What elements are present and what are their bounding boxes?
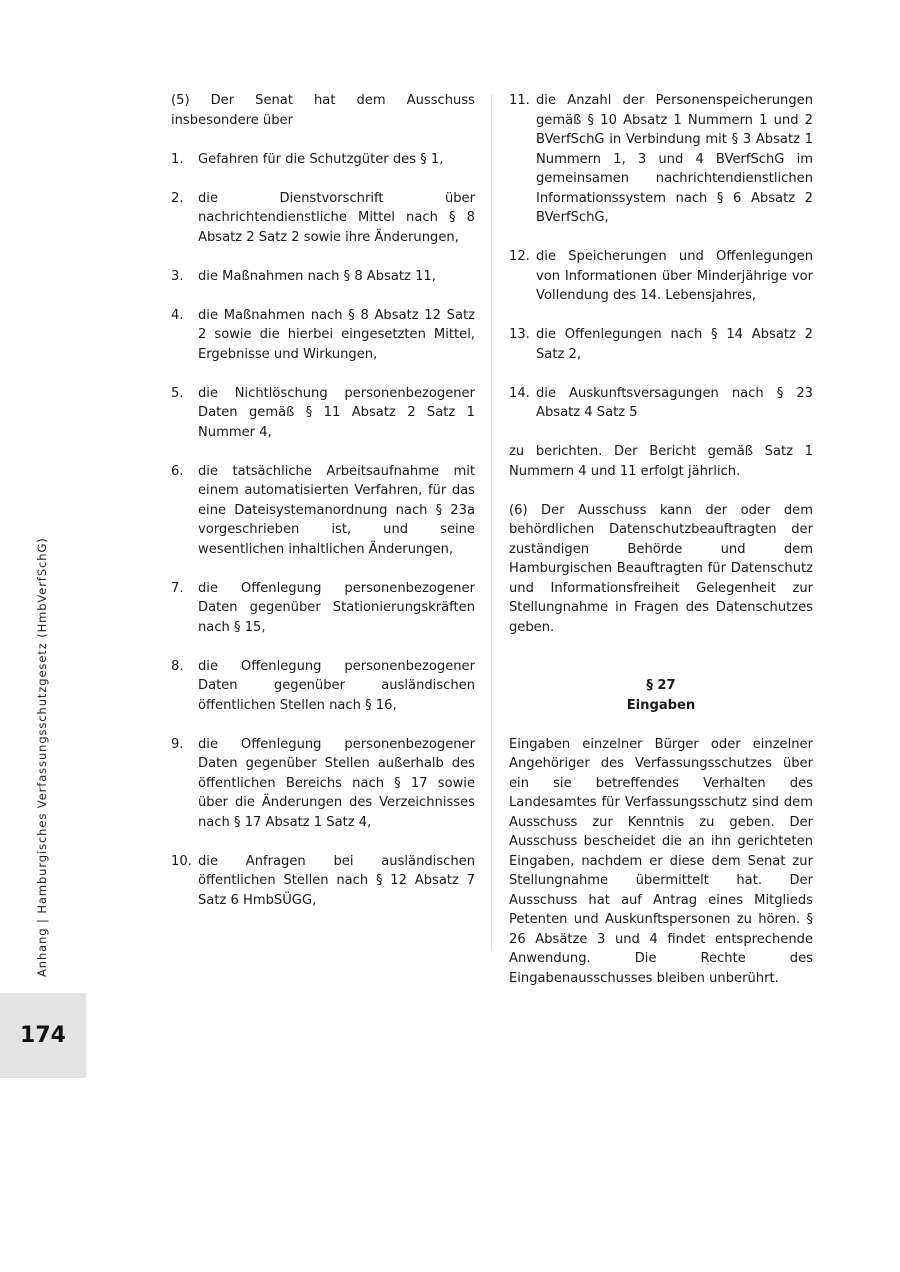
left-column (171, 91, 475, 930)
right-list (509, 91, 813, 423)
list-number: 14. (509, 385, 530, 401)
list-text: die Offenlegung personenbezogener Daten gegenüber Stellen außerhalb des öffentlichen Bereichs nach § 17 sowie über die Änderungen des Verzeichnisses nach § 17 Absatz 1 Satz 4, (198, 736, 475, 830)
column-divider (491, 95, 492, 950)
list-item (171, 267, 475, 287)
page-number: 174 (20, 1023, 66, 1048)
list-text: die Speicherungen und Offenlegungen von Informationen über Minderjährige vor Vollendung des 14. Lebensjahres, (536, 249, 813, 303)
page-number-box (0, 993, 86, 1078)
list-item (171, 579, 475, 638)
list-text: die tatsächliche Arbeitsaufnahme mit einem automatisierten Verfahren, für das eine Dateisystemanordnung nach § 23a vorgeschrieben ist, und seine wesentlichen inhaltlichen Änderungen, (198, 463, 475, 557)
list-item (171, 306, 475, 365)
list-text: die Anfragen bei ausländischen öffentlichen Stellen nach § 12 Absatz 7 Satz 6 HmbSÜGG, (198, 853, 475, 908)
paragraph-5-intro: (5) Der Senat hat dem Ausschuss insbesondere über (171, 93, 475, 128)
list-text: die Auskunftsversagungen nach § 23 Absatz 4 Satz 5 (536, 385, 813, 420)
list-number: 9. (171, 736, 184, 752)
list-text: die Nichtlöschung personenbezogener Daten gemäß § 11 Absatz 2 Satz 1 Nummer 4, (198, 385, 475, 440)
list-item (171, 150, 475, 170)
list-text: die Dienstvorschrift über nachrichtendienstliche Mittel nach § 8 Absatz 2 Satz 2 sowie ihre Änderungen, (198, 190, 475, 245)
list-number: 2. (171, 190, 184, 206)
section-heading (509, 676, 813, 715)
list-item (171, 189, 475, 248)
list-item (171, 735, 475, 833)
list-number: 3. (171, 268, 184, 284)
list-item (509, 91, 813, 228)
list-text: die Offenlegung personenbezogener Daten gegenüber ausländischen öffentlichen Stellen nach § 16, (198, 658, 475, 713)
closing-text: zu berichten. Der Bericht gemäß Satz 1 Nummern 4 und 11 erfolgt jährlich. (509, 444, 813, 479)
section-body: Eingaben einzelner Bürger oder einzelner Angehöriger des Verfassungsschutzes über ein sie betreffendes Verhalten des Landesamtes für Verfassungsschutz sind dem Ausschuss zur Kenntnis zu geben. Der Ausschuss bescheidet die an ihn gerichteten Eingaben, nachdem er diese dem Senat zur Stellungnahme übermittelt hat. Der Ausschuss hat auf Antrag eines Mitglieds Petenten und Auskunftspersonen zu hören. § 26 Absätze 3 und 4 findet entsprechende Anwendung. Die Rechte des Eingabenausschusses bleiben unberührt. (509, 736, 813, 986)
list-item (509, 384, 813, 423)
list-number: 7. (171, 580, 184, 596)
section-title: Eingaben (626, 697, 696, 713)
right-column (509, 91, 813, 1008)
list-number: 5. (171, 385, 184, 401)
list-number: 6. (171, 463, 184, 479)
list-text: Gefahren für die Schutzgüter des § 1, (198, 151, 444, 167)
list-item (171, 852, 475, 911)
left-list (171, 150, 475, 911)
list-number: 1. (171, 151, 184, 167)
list-item (171, 462, 475, 560)
list-number: 12. (509, 249, 530, 264)
running-head: Anhang | Hamburgisches Verfassungsschutzgesetz (HmbVerfSchG) (35, 537, 49, 977)
list-text: die Offenlegungen nach § 14 Absatz 2 Satz 2, (536, 327, 813, 362)
list-item (171, 657, 475, 716)
list-text: die Maßnahmen nach § 8 Absatz 11, (198, 268, 436, 284)
list-number: 10. (171, 853, 192, 869)
list-text: die Offenlegung personenbezogener Daten gegenüber Stationierungskräften nach § 15, (198, 580, 475, 635)
paragraph-6: (6) Der Ausschuss kann der oder dem behördlichen Datenschutzbeauftragten der zuständigen Behörde und dem Hamburgischen Beauftragten für Datenschutz und Informationsfreiheit Gelegenheit zur Stellungnahme in Fragen des Datenschutzes geben. (509, 502, 813, 635)
list-item (509, 247, 813, 306)
list-number: 13. (509, 327, 530, 342)
list-number: 11. (509, 93, 530, 108)
list-text: die Anzahl der Personenspeicherungen gemäß § 10 Absatz 1 Nummern 1 und 2 BVerfSchG in Verbindung mit § 3 Absatz 1 Nummern 1, 3 und 4 BVerfSchG im gemeinsamen nachrichtendienstlichen Informationssystem nach § 6 Absatz 2 BVerfSchG, (536, 93, 813, 225)
section-number: § 27 (646, 678, 676, 693)
list-item (171, 384, 475, 443)
list-number: 4. (171, 307, 184, 323)
list-item (509, 325, 813, 364)
list-text: die Maßnahmen nach § 8 Absatz 12 Satz 2 sowie die hierbei eingesetzten Mittel, Ergebnisse und Wirkungen, (198, 307, 475, 362)
list-number: 8. (171, 658, 184, 674)
